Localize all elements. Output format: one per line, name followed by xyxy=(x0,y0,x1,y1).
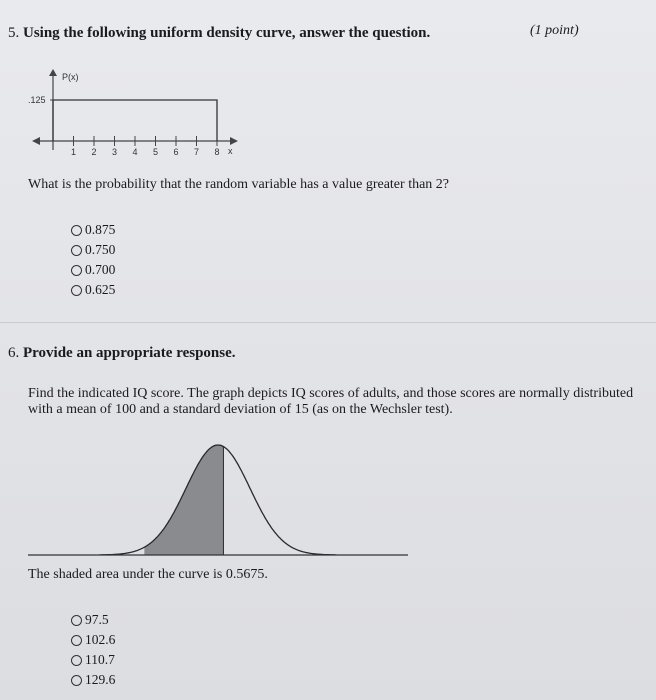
normal-curve-chart xyxy=(0,430,420,565)
radio-icon[interactable] xyxy=(71,675,82,686)
option-label: 102.6 xyxy=(85,632,116,647)
question-divider xyxy=(0,322,656,323)
option-label: 129.6 xyxy=(85,672,116,687)
q6-prompt: Find the indicated IQ score. The graph depicts IQ scores of adults, and those scores are normally distributed with a mean of 100 and a standard deviation of 15 (as on the Wechsler test). xyxy=(28,386,634,417)
q5-title: Using the following uniform density curve, answer the question. xyxy=(23,25,431,41)
q6-option-b[interactable] xyxy=(71,630,115,650)
y-axis-label: P(x) xyxy=(62,72,79,82)
x-tick-label: 6 xyxy=(173,147,179,157)
uniform-density-chart xyxy=(0,60,260,160)
q6-option-d[interactable] xyxy=(71,670,115,690)
x-tick-label: 5 xyxy=(153,147,159,157)
q5-question: What is the probability that the random variable has a value greater than 2? xyxy=(28,177,450,192)
y-tick-label: .125 xyxy=(28,95,46,105)
option-label: 0.700 xyxy=(85,262,116,277)
x-tick-label: 4 xyxy=(132,147,138,157)
option-label: 0.750 xyxy=(85,242,116,257)
x-axis-arrow-right xyxy=(230,137,238,145)
q5-header xyxy=(8,25,528,42)
radio-icon[interactable] xyxy=(71,285,82,296)
q6-header xyxy=(8,345,528,362)
density-line xyxy=(53,100,217,141)
option-label: 0.625 xyxy=(85,282,116,297)
x-tick-label: 1 xyxy=(71,147,77,157)
x-tick-label: 7 xyxy=(194,147,200,157)
x-tick-label: 2 xyxy=(91,147,97,157)
radio-icon[interactable] xyxy=(71,615,82,626)
q5-option-b[interactable] xyxy=(71,240,115,260)
option-label: 0.875 xyxy=(85,222,116,237)
radio-icon[interactable] xyxy=(71,245,82,256)
radio-icon[interactable] xyxy=(71,655,82,666)
q6-number: 6. xyxy=(8,345,20,361)
q5-option-c[interactable] xyxy=(71,260,115,280)
q5-options xyxy=(71,220,115,300)
x-ticks xyxy=(71,136,220,157)
option-label: 110.7 xyxy=(85,652,115,667)
q5-points: (1 point) xyxy=(530,23,579,38)
x-tick-label: 3 xyxy=(112,147,118,157)
q6-caption: The shaded area under the curve is 0.5675. xyxy=(28,567,268,582)
q6-options xyxy=(71,610,115,690)
x-axis-arrow-left xyxy=(32,137,40,145)
option-label: 97.5 xyxy=(85,612,109,627)
radio-icon[interactable] xyxy=(71,635,82,646)
radio-icon[interactable] xyxy=(71,265,82,276)
q5-option-d[interactable] xyxy=(71,280,115,300)
x-axis-label: x xyxy=(228,146,233,156)
q5-option-a[interactable] xyxy=(71,220,115,240)
radio-icon[interactable] xyxy=(71,225,82,236)
q6-option-c[interactable] xyxy=(71,650,115,670)
q6-title: Provide an appropriate response. xyxy=(23,345,236,361)
q6-option-a[interactable] xyxy=(71,610,115,630)
y-axis-arrow xyxy=(49,69,57,76)
q5-number: 5. xyxy=(8,25,20,41)
x-tick-label: 8 xyxy=(214,147,220,157)
